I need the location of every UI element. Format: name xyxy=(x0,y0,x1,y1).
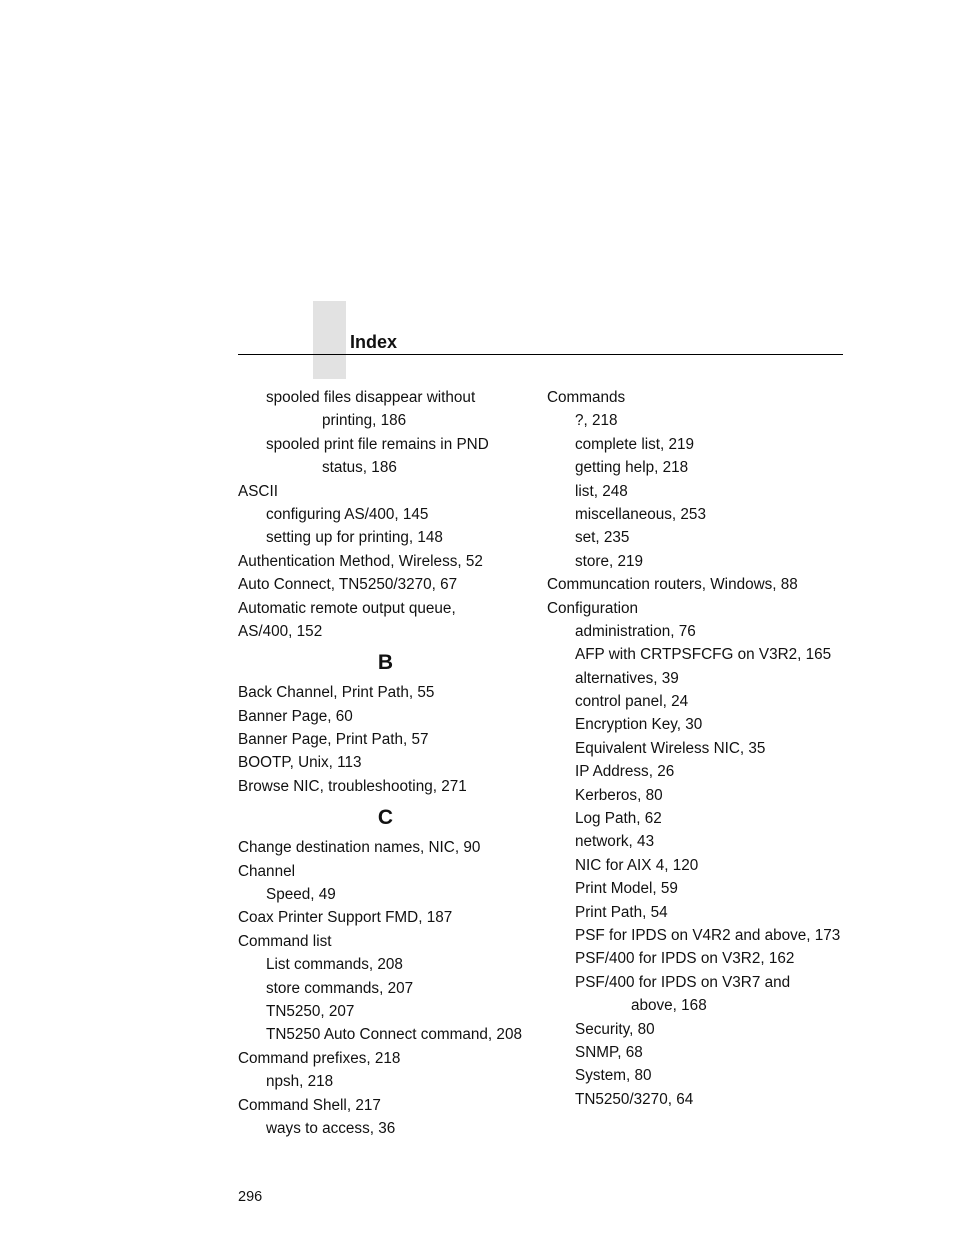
index-letter-heading: C xyxy=(377,806,394,830)
index-subentry: Print Model, 59 xyxy=(575,880,678,898)
index-subentry: control panel, 24 xyxy=(575,693,689,711)
index-entry-continuation: status, 186 xyxy=(322,459,397,477)
index-entry: Auto Connect, TN5250/3270, 67 xyxy=(238,576,458,594)
index-entry: Command list xyxy=(238,932,332,950)
index-subentry: Print Path, 54 xyxy=(575,903,668,921)
index-subentry: configuring AS/400, 145 xyxy=(266,505,429,523)
index-subentry: store, 219 xyxy=(575,552,644,570)
index-subentry: alternatives, 39 xyxy=(575,669,679,687)
index-subentry: complete list, 219 xyxy=(575,435,695,453)
index-subentry: store commands, 207 xyxy=(266,979,414,997)
index-subentry: TN5250, 207 xyxy=(266,1002,355,1020)
index-entry: Change destination names, NIC, 90 xyxy=(238,839,481,857)
index-entry: Back Channel, Print Path, 55 xyxy=(238,684,435,702)
index-column-left xyxy=(238,386,538,1140)
header-rule xyxy=(238,354,843,355)
index-subentry: List commands, 208 xyxy=(266,956,403,974)
index-letter-heading: B xyxy=(377,651,394,675)
index-subentry: AFP with CRTPSFCFG on V3R2, 165 xyxy=(575,646,832,664)
index-subentry: miscellaneous, 253 xyxy=(575,505,706,523)
index-subentry: set, 235 xyxy=(575,529,630,547)
index-subentry: SNMP, 68 xyxy=(575,1043,643,1061)
index-subentry: NIC for AIX 4, 120 xyxy=(575,856,699,874)
index-entry: AS/400, 152 xyxy=(238,622,323,640)
index-subentry: Log Path, 62 xyxy=(575,810,662,828)
index-entry: Command prefixes, 218 xyxy=(238,1049,401,1067)
index-subentry: TN5250 Auto Connect command, 208 xyxy=(266,1026,522,1044)
header-tab-block xyxy=(313,301,346,379)
index-entry: Communcation routers, Windows, 88 xyxy=(547,576,798,594)
index-subentry: PSF/400 for IPDS on V3R7 and xyxy=(575,973,791,991)
index-subentry: ?, 218 xyxy=(575,412,618,430)
page-title: Index xyxy=(350,332,398,352)
index-subentry: Encryption Key, 30 xyxy=(575,716,703,734)
index-entry: Commands xyxy=(547,389,626,406)
index-subentry: Kerberos, 80 xyxy=(575,786,663,804)
index-subentry: setting up for printing, 148 xyxy=(266,529,443,547)
index-subentry: PSF/400 for IPDS on V3R2, 162 xyxy=(575,950,795,968)
index-subentry: Equivalent Wireless NIC, 35 xyxy=(575,739,766,757)
index-subentry: administration, 76 xyxy=(575,622,696,640)
index-subentry: System, 80 xyxy=(575,1067,652,1085)
index-entry: ASCII xyxy=(238,482,278,500)
index-entry: Authentication Method, Wireless, 52 xyxy=(238,552,483,570)
page-number: 296 xyxy=(238,1189,263,1205)
index-entry: BOOTP, Unix, 113 xyxy=(238,754,362,772)
index-entry: Browse NIC, troubleshooting, 271 xyxy=(238,777,467,795)
index-entry: Automatic remote output queue, xyxy=(238,599,456,617)
index-entry-continuation: above, 168 xyxy=(631,997,707,1015)
index-subentry: spooled print file remains in PND xyxy=(266,435,489,453)
index-entry: Coax Printer Support FMD, 187 xyxy=(238,909,453,927)
index-subentry: getting help, 218 xyxy=(575,459,689,477)
index-entry: Banner Page, 60 xyxy=(238,707,353,725)
index-subentry: network, 43 xyxy=(575,833,655,851)
index-subentry: ways to access, 36 xyxy=(266,1119,396,1137)
index-subentry: list, 248 xyxy=(575,482,628,500)
index-subentry: IP Address, 26 xyxy=(575,763,675,781)
index-subentry: npsh, 218 xyxy=(266,1073,334,1091)
index-entry: Configuration xyxy=(547,599,638,617)
index-entry: Channel xyxy=(238,862,295,880)
index-subentry: Speed, 49 xyxy=(266,886,336,904)
index-subentry: Security, 80 xyxy=(575,1020,655,1038)
index-subentry: spooled files disappear without xyxy=(266,389,476,406)
index-entry-continuation: printing, 186 xyxy=(322,412,407,430)
index-entry: Command Shell, 217 xyxy=(238,1096,381,1114)
index-subentry: TN5250/3270, 64 xyxy=(575,1090,694,1108)
index-subentry: PSF for IPDS on V4R2 and above, 173 xyxy=(575,926,841,944)
index-column-right xyxy=(547,386,847,1111)
index-entry: Banner Page, Print Path, 57 xyxy=(238,731,429,749)
